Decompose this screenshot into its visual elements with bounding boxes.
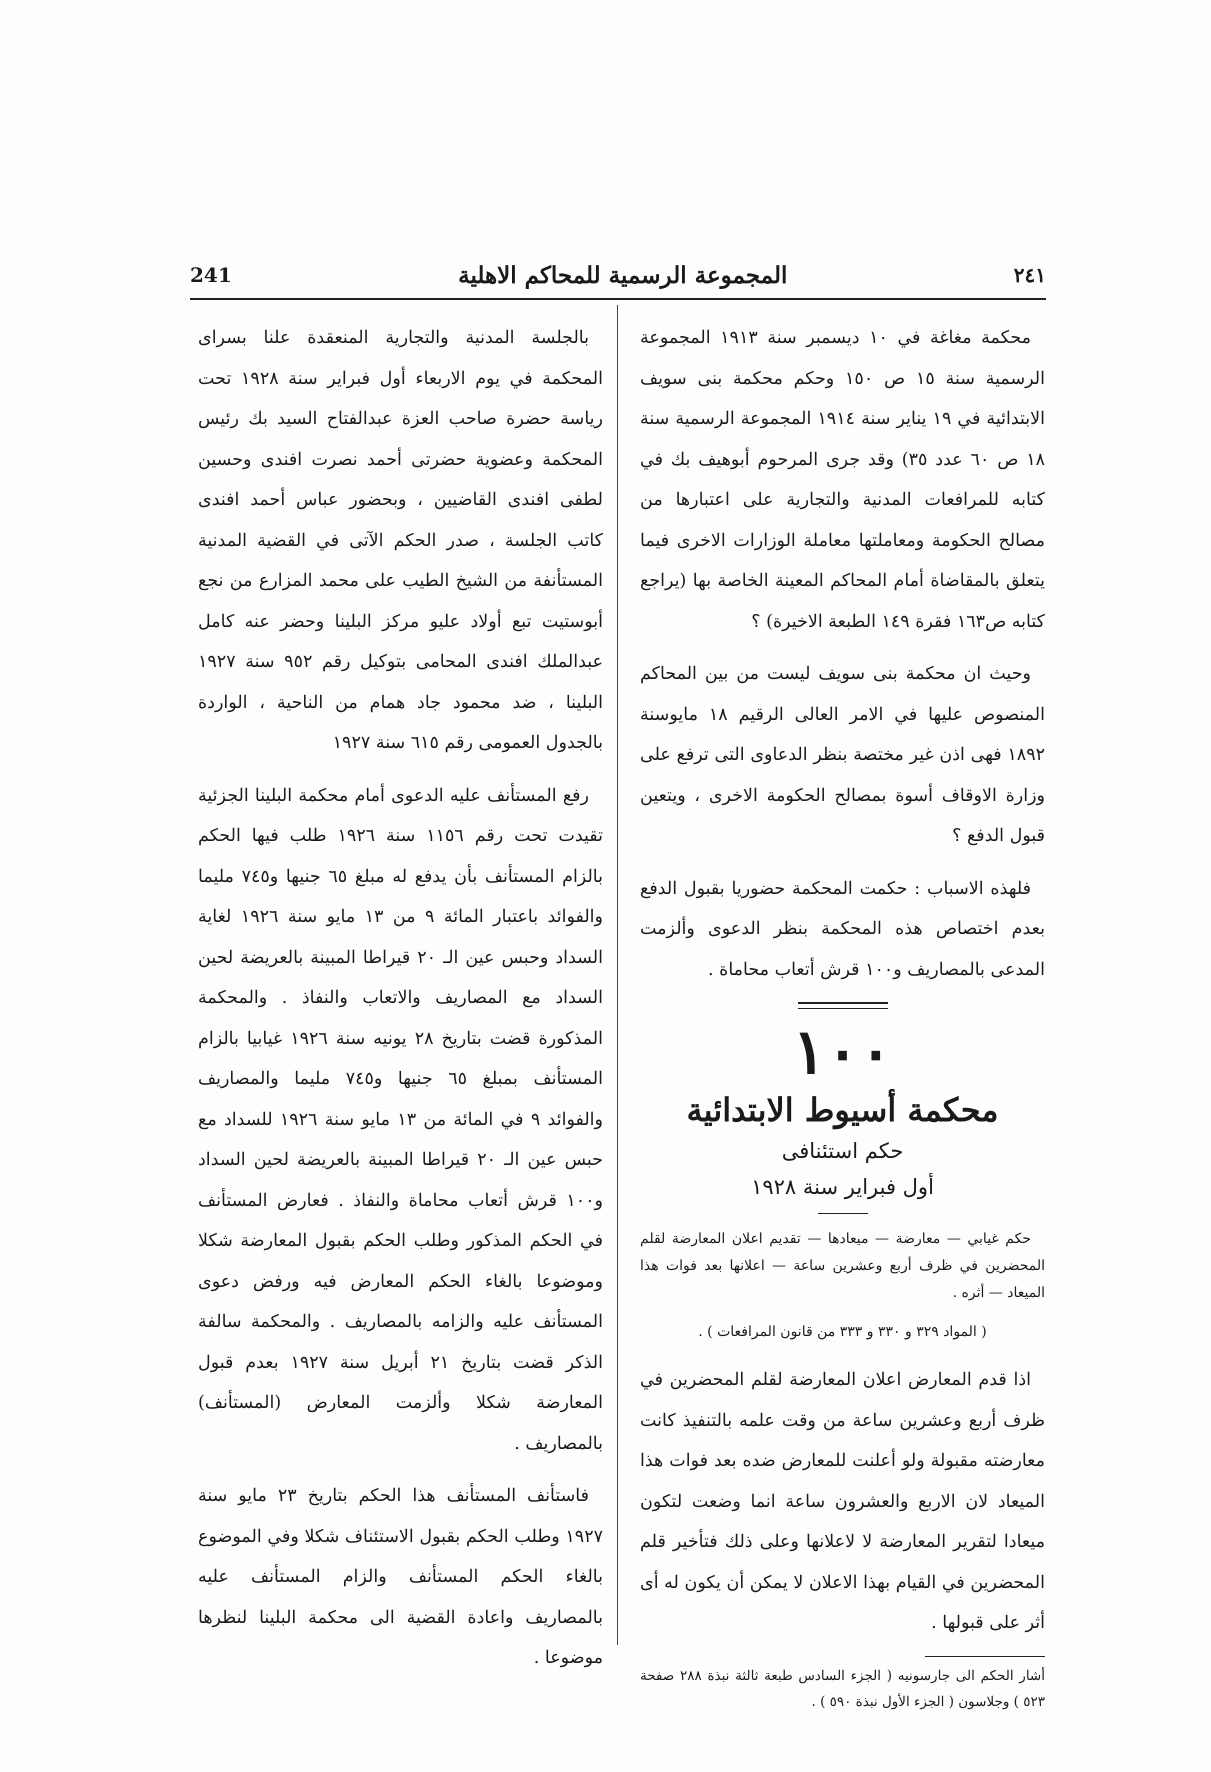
judgment-date: أول فبراير سنة ١٩٢٨: [751, 1175, 934, 1199]
cited-articles: ( المواد ٣٢٩ و ٣٣٠ و ٣٣٣ من قانون المرافعات ) .: [698, 1324, 987, 1340]
case-number: ١٠٠: [792, 1015, 893, 1088]
paragraph: بالجلسة المدنية والتجارية المنعقدة علنا بسراى المحكمة في يوم الاربعاء أول فبراير سنة ١٩٢٨ تحت رياسة حضرة صاحب العزة عبدالفتاح السيد بك رئيس المحكمة وعضوية حضرتى أحمد نصرت افندى وحسين لطفى افندى القاضيين ، وبحضور عباس أحمد افندى كاتب الجلسة ، صدر الحكم الآتى في القضية المدنية المستأنفة من الشيخ الطيب على محمد المزارع من نجع أبوستيت تبع أولاد عليو مركز البلينا وحضر عنه كامل عبدالملك افندى المحامى بتوكيل رقم ٩٥٢ سنة ١٩٢٧ البلينا ، ضد محمود جاد همام من الناحية ، الواردة بالجدول العمومى رقم ٦١٥ سنة ١٩٢٧: [198, 328, 604, 753]
section-separator: [798, 1002, 888, 1009]
column-divider: [617, 305, 618, 1645]
paragraph: فلهذه الاسباب : حكمت المحكمة حضوريا بقبول الدفع بعدم اختصاص هذه المحكمة بنظر الدعوى وألزمت المدعى بالمصاريف و١٠٠ قرش أتعاب محاماة .: [640, 878, 1045, 980]
page-number-western: 241: [190, 263, 232, 287]
paragraph: فاستأنف المستأنف هذا الحكم بتاريخ ٢٣ مايو سنة ١٩٢٧ وطلب الحكم بقبول الاستئناف شكلا وفي الموضوع بالغاء الحكم المستأنف والزام المستأنف عليه بالمصاريف واعادة القضية الى محكمة البلينا لنظرها موضوعا .: [198, 1486, 603, 1668]
footnote-rule: [925, 1656, 1045, 1657]
right-column: [640, 318, 1045, 1715]
header-rule: [190, 298, 1046, 300]
judgment-type: حكم استئنافى: [781, 1139, 904, 1163]
running-header: [190, 255, 1046, 295]
ruling-paragraph: اذا قدم المعارض اعلان المعارضة لقلم المحضرين في ظرف أربع وعشرين ساعة من وقت علمه بالتنفيذ كانت معارضته مقبولة ولو أعلنت للمعارض ضده بعد فوات هذا الميعاد لان الاربع والعشرون ساعة انما وضعت لتكون ميعادا لتقرير المعارضة لا لاعلانها وعلى ذلك فتأخير قلم المحضرين في القيام بهذا الاعلان لا يمكن أن يكون له أى أثر على قبولها .: [640, 1370, 1045, 1633]
footnote: أشار الحكم الى جارسونيه ( الجزء السادس طبعة ثالثة نبذة ٢٨٨ صفحة ٥٢٣ ) وجلاسون ( الجزء الأول نبذة ٥٩٠ ) .: [640, 1667, 1045, 1710]
paragraph: وحيث ان محكمة بنى سويف ليست من بين المحاكم المنصوص عليها في الامر العالى الرقيم ١٨ مايوسنة ١٨٩٢ فهى اذن غير مختصة بنظر الدعاوى التى ترفع على وزارة الاوقاف أسوة بمصالح الحكومة الاخرى ، ويتعين قبول الدفع ؟: [640, 664, 1045, 846]
running-title: المجموعة الرسمية للمحاكم الاهلية: [458, 261, 788, 289]
paragraph: رفع المستأنف عليه الدعوى أمام محكمة البلينا الجزئية تقيدت تحت رقم ١١٥٦ سنة ١٩٢٦ طلب فيها الحكم بالزام المستأنف بأن يدفع له مبلغ ٦٥ جنيها و٧٤٥ مليما والفوائد باعتبار المائة ٩ من ١٣ مايو سنة ١٩٢٦ لغاية السداد وحبس عين الـ ٢٠ قيراطا المبينة بالعريضة لحين السداد مع المصاريف والاتعاب والنفاذ . والمحكمة المذكورة قضت بتاريخ ٢٨ يونيه سنة ١٩٢٦ غيابيا بالزام المستأنف بمبلغ ٦٥ جنيها و٧٤٥ مليما والمصاريف والفوائد ٩ في المائة من ١٣ مايو سنة ١٩٢٦ للسداد مع حبس عين الـ ٢٠ قيراطا المبينة بالعريضة لحين السداد و١٠٠ قرش أتعاب محاماة والنفاذ . فعارض المستأنف في الحكم المذكور وطلب الحكم بقبول المعارضة شكلا وموضوعا بالغاء الحكم المعارض فيه ورفض دعوى المستأنف عليه والزامه بالمصاريف . والمحكمة سالفة الذكر قضت بتاريخ ٢١ أبريل سنة ١٩٢٧ بعدم قبول المعارضة شكلا وألزمت المعارض (المستأنف) بالمصاريف .: [198, 785, 604, 1454]
divider: [818, 1213, 868, 1214]
page-number-arabic: ٢٤١: [1013, 263, 1046, 287]
paragraph: محكمة مغاغة في ١٠ ديسمبر سنة ١٩١٣ المجموعة الرسمية سنة ١٥ ص ١٥٠ وحكم محكمة بنى سويف الابتدائية في ١٩ يناير سنة ١٩١٤ المجموعة الرسمية سنة ١٨ ص ٦٠ عدد ٣٥) وقد جرى المرحوم أبوهيف بك في كتابه للمرافعات المدنية والتجارية على اعتبارها من مصالح الحكومة ومعاملتها معاملة الوزارات الاخرى فيما يتعلق بالمقاضاة أمام المحاكم المعينة الخاصة بها (يراجع كتابه ص١٦٣ فقرة ١٤٩ الطبعة الاخيرة) ؟: [640, 328, 1046, 632]
left-column: [198, 318, 603, 1691]
court-name: محكمة أسيوط الابتدائية: [686, 1091, 999, 1129]
headnote: حكم غيابي — معارضة — ميعادها — تقديم اعلان المعارضة لقلم المحضرين في ظرف أربع وعشرين ساعة — اعلانها بعد فوات هذا الميعاد — أثره .: [640, 1231, 1045, 1301]
